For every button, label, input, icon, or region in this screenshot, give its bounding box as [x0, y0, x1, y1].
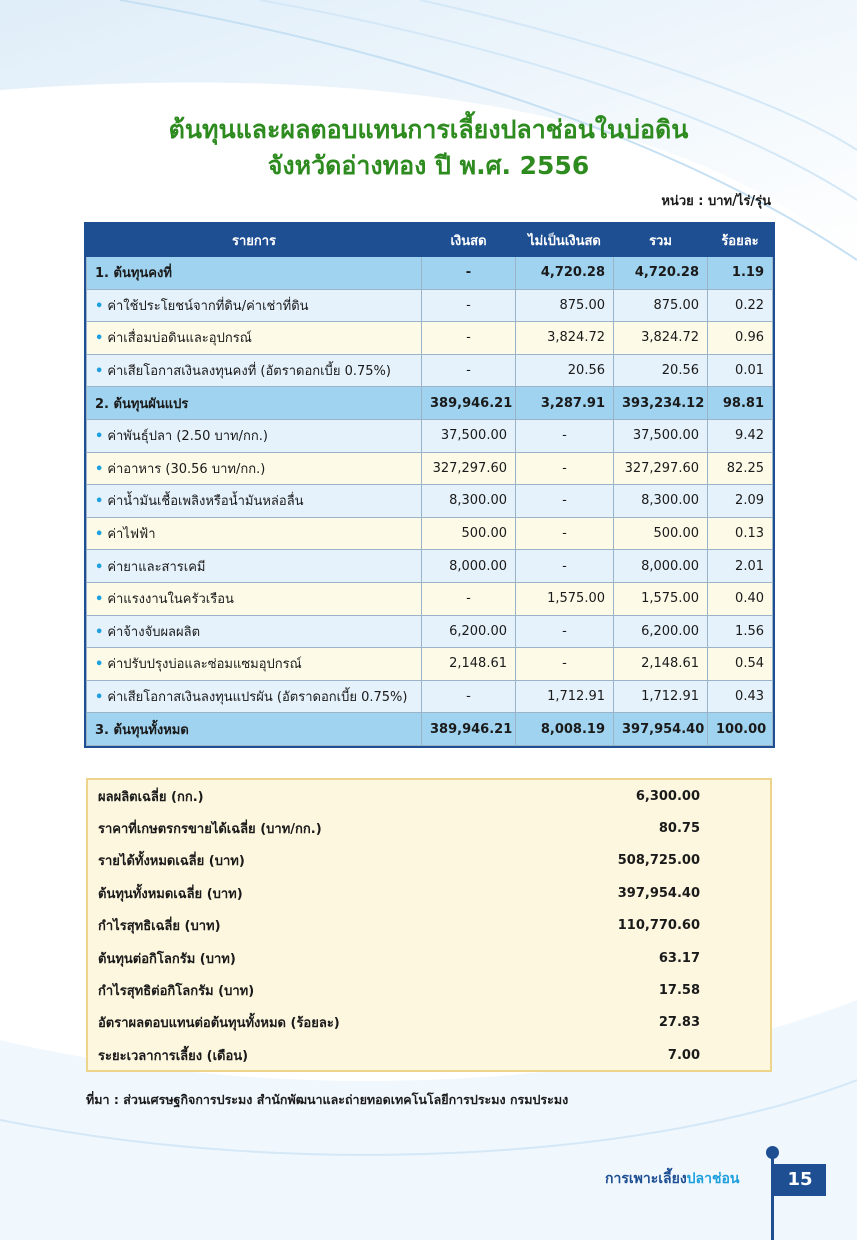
cell-percent: 1.56 — [708, 615, 773, 648]
cell-percent: 100.00 — [708, 713, 773, 746]
cell-noncash: - — [516, 648, 614, 681]
cell-total: 875.00 — [614, 289, 708, 322]
page-title-line1: ต้นทุนและผลตอบแทนการเลี้ยงปลาช่อนในบ่อดิน — [168, 115, 689, 144]
summary-label: ระยะเวลาการเลี้ยง (เดือน) — [98, 1048, 249, 1064]
cell-noncash: 1,712.91 — [516, 680, 614, 713]
cell-label — [87, 648, 422, 681]
cell-percent: 1.19 — [708, 257, 773, 290]
summary-value: 80.75 — [658, 821, 700, 837]
cell-cash: 37,500.00 — [422, 419, 516, 452]
cell-cash: - — [422, 289, 516, 322]
bullet-icon: • — [95, 592, 104, 608]
row-label: ค่าปรับปรุงบ่อและซ่อมแซมอุปกรณ์ — [107, 657, 302, 673]
summary-label: กำไรสุทธิต่อกิโลกรัม (บาท) — [98, 984, 255, 1000]
cell-total: 1,712.91 — [614, 680, 708, 713]
cell-noncash: 20.56 — [516, 354, 614, 387]
cell-cash: 500.00 — [422, 517, 516, 550]
summary-row — [88, 845, 770, 877]
cell-cash: 389,946.21 — [422, 713, 516, 746]
table-row — [87, 517, 773, 550]
summary-row — [88, 974, 770, 1006]
cell-percent: 0.54 — [708, 648, 773, 681]
cell-cash: 8,000.00 — [422, 550, 516, 583]
cell-noncash: - — [516, 517, 614, 550]
footer-divider-dot — [766, 1146, 779, 1159]
table-row — [87, 680, 773, 713]
bullet-icon: • — [95, 527, 104, 543]
bullet-icon: • — [95, 461, 104, 477]
summary-row — [88, 910, 770, 942]
table-group-row — [87, 387, 773, 420]
header-cash: เงินสด — [422, 225, 516, 257]
table-row — [87, 289, 773, 322]
summary-value: 63.17 — [658, 950, 700, 966]
cell-label — [87, 419, 422, 452]
cell-cash: - — [422, 322, 516, 355]
cell-cash: - — [422, 257, 516, 290]
cell-total: 20.56 — [614, 354, 708, 387]
footer-text-a: การเพาะเลี้ยง — [605, 1171, 687, 1187]
cell-cash: 327,297.60 — [422, 452, 516, 485]
cell-label — [87, 387, 422, 420]
cell-noncash: 1,575.00 — [516, 582, 614, 615]
summary-value: 6,300.00 — [635, 788, 700, 804]
cell-label — [87, 322, 422, 355]
summary-value: 7.00 — [667, 1047, 700, 1063]
summary-row — [88, 780, 770, 812]
cell-percent: 0.40 — [708, 582, 773, 615]
unit-label: หน่วย : บาท/ไร่/รุ่น — [661, 194, 771, 209]
page-number: 15 — [774, 1164, 826, 1196]
row-label: ค่าจ้างจับผลผลิต — [107, 624, 201, 640]
cell-percent: 2.01 — [708, 550, 773, 583]
footer-book-title — [605, 1168, 739, 1190]
cell-percent: 0.22 — [708, 289, 773, 322]
cell-label — [87, 257, 422, 290]
cell-total: 8,000.00 — [614, 550, 708, 583]
bullet-icon: • — [95, 690, 104, 706]
cell-noncash: - — [516, 550, 614, 583]
cell-label — [87, 517, 422, 550]
cell-percent: 82.25 — [708, 452, 773, 485]
summary-label: อัตราผลตอบแทนต่อต้นทุนทั้งหมด (ร้อยละ) — [98, 1016, 340, 1032]
page-title-line2: จังหวัดอ่างทอง ปี พ.ศ. 2556 — [267, 151, 590, 180]
bullet-icon: • — [95, 331, 104, 347]
summary-box — [86, 778, 772, 1072]
cell-total: 327,297.60 — [614, 452, 708, 485]
cell-label — [87, 452, 422, 485]
cell-noncash: - — [516, 419, 614, 452]
cell-total: 37,500.00 — [614, 419, 708, 452]
cell-noncash: 3,287.91 — [516, 387, 614, 420]
summary-value: 110,770.60 — [617, 918, 700, 934]
table-row — [87, 485, 773, 518]
cell-cash: 6,200.00 — [422, 615, 516, 648]
row-label: ค่าน้ำมันเชื้อเพลิงหรือน้ำมันหล่อลื่น — [107, 494, 304, 510]
cell-percent: 0.01 — [708, 354, 773, 387]
cost-table-body — [87, 257, 773, 746]
bullet-icon: • — [95, 559, 104, 575]
row-label: ค่าเสียโอกาสเงินลงทุนคงที่ (อัตราดอกเบี้ย 0.75%) — [107, 364, 391, 380]
row-label: ค่าไฟฟ้า — [107, 527, 156, 543]
table-row — [87, 419, 773, 452]
bullet-icon: • — [95, 298, 104, 314]
summary-value: 397,954.40 — [617, 885, 700, 901]
cell-cash: - — [422, 680, 516, 713]
cell-label — [87, 713, 422, 746]
bullet-icon: • — [95, 494, 104, 510]
cell-label — [87, 485, 422, 518]
summary-label: รายได้ทั้งหมดเฉลี่ย (บาท) — [98, 854, 245, 870]
summary-row — [88, 1039, 770, 1071]
bullet-icon: • — [95, 429, 104, 445]
bullet-icon: • — [95, 364, 104, 380]
summary-value: 27.83 — [658, 1015, 700, 1031]
table-header-row — [87, 225, 773, 257]
table-group-row — [87, 713, 773, 746]
row-label: ค่าเสื่อมบ่อดินและอุปกรณ์ — [107, 331, 252, 347]
cell-cash: - — [422, 354, 516, 387]
cell-noncash: - — [516, 615, 614, 648]
summary-row — [88, 1007, 770, 1039]
cell-label — [87, 550, 422, 583]
cell-label — [87, 615, 422, 648]
row-label: ค่าอาหาร (30.56 บาท/กก.) — [107, 461, 266, 477]
summary-label: ผลผลิตเฉลี่ย (กก.) — [98, 789, 204, 805]
table-row — [87, 322, 773, 355]
cell-total: 1,575.00 — [614, 582, 708, 615]
summary-label: ต้นทุนทั้งหมดเฉลี่ย (บาท) — [98, 886, 243, 902]
summary-label: กำไรสุทธิเฉลี่ย (บาท) — [98, 919, 221, 935]
table-row — [87, 452, 773, 485]
cell-cash: 389,946.21 — [422, 387, 516, 420]
cell-label — [87, 680, 422, 713]
row-label: ค่าพันธุ์ปลา (2.50 บาท/กก.) — [107, 429, 268, 445]
cell-total: 2,148.61 — [614, 648, 708, 681]
cell-percent: 0.96 — [708, 322, 773, 355]
row-label: ค่าแรงงานในครัวเรือน — [107, 592, 234, 608]
table-row — [87, 582, 773, 615]
footer-text-b: ปลาช่อน — [686, 1171, 740, 1187]
cell-total: 8,300.00 — [614, 485, 708, 518]
summary-label: ราคาที่เกษตรกรขายได้เฉลี่ย (บาท/กก.) — [98, 822, 322, 838]
summary-row — [88, 877, 770, 909]
table-row — [87, 550, 773, 583]
cell-cash: - — [422, 582, 516, 615]
cell-total: 4,720.28 — [614, 257, 708, 290]
cost-table — [86, 224, 773, 746]
cell-label — [87, 582, 422, 615]
table-group-row — [87, 257, 773, 290]
header-noncash: ไม่เป็นเงินสด — [516, 225, 614, 257]
cell-total: 397,954.40 — [614, 713, 708, 746]
cell-label — [87, 289, 422, 322]
cell-noncash: - — [516, 452, 614, 485]
cell-noncash: 8,008.19 — [516, 713, 614, 746]
cell-percent: 98.81 — [708, 387, 773, 420]
cell-cash: 8,300.00 — [422, 485, 516, 518]
summary-value: 17.58 — [658, 983, 700, 999]
cell-percent: 0.13 — [708, 517, 773, 550]
header-total: รวม — [614, 225, 708, 257]
cell-percent: 2.09 — [708, 485, 773, 518]
summary-row — [88, 942, 770, 974]
cell-total: 393,234.12 — [614, 387, 708, 420]
cell-label — [87, 354, 422, 387]
row-label: ค่ายาและสารเคมี — [107, 559, 206, 575]
summary-label: ต้นทุนต่อกิโลกรัม (บาท) — [98, 951, 236, 967]
cell-total: 3,824.72 — [614, 322, 708, 355]
row-label: 2. ต้นทุนผันแปร — [95, 396, 189, 412]
cell-cash: 2,148.61 — [422, 648, 516, 681]
header-item: รายการ — [87, 225, 422, 257]
row-label: 1. ต้นทุนคงที่ — [95, 266, 172, 282]
summary-row — [88, 812, 770, 844]
cell-noncash: 3,824.72 — [516, 322, 614, 355]
bullet-icon: • — [95, 624, 104, 640]
cell-percent: 9.42 — [708, 419, 773, 452]
cell-noncash: 4,720.28 — [516, 257, 614, 290]
cell-percent: 0.43 — [708, 680, 773, 713]
source-note: ที่มา : ส่วนเศรษฐกิจการประมง สำนักพัฒนาและถ่ายทอดเทคโนโลยีการประมง กรมประมง — [86, 1092, 569, 1107]
cell-noncash: - — [516, 485, 614, 518]
table-row — [87, 354, 773, 387]
row-label: 3. ต้นทุนทั้งหมด — [95, 722, 189, 738]
table-row — [87, 615, 773, 648]
header-percent: ร้อยละ — [708, 225, 773, 257]
row-label: ค่าใช้ประโยชน์จากที่ดิน/ค่าเช่าที่ดิน — [107, 298, 309, 314]
cell-total: 6,200.00 — [614, 615, 708, 648]
cell-total: 500.00 — [614, 517, 708, 550]
row-label: ค่าเสียโอกาสเงินลงทุนแปรผัน (อัตราดอกเบี้ย 0.75%) — [107, 690, 408, 706]
table-row — [87, 648, 773, 681]
bullet-icon: • — [95, 657, 104, 673]
cell-noncash: 875.00 — [516, 289, 614, 322]
summary-value: 508,725.00 — [617, 853, 700, 869]
